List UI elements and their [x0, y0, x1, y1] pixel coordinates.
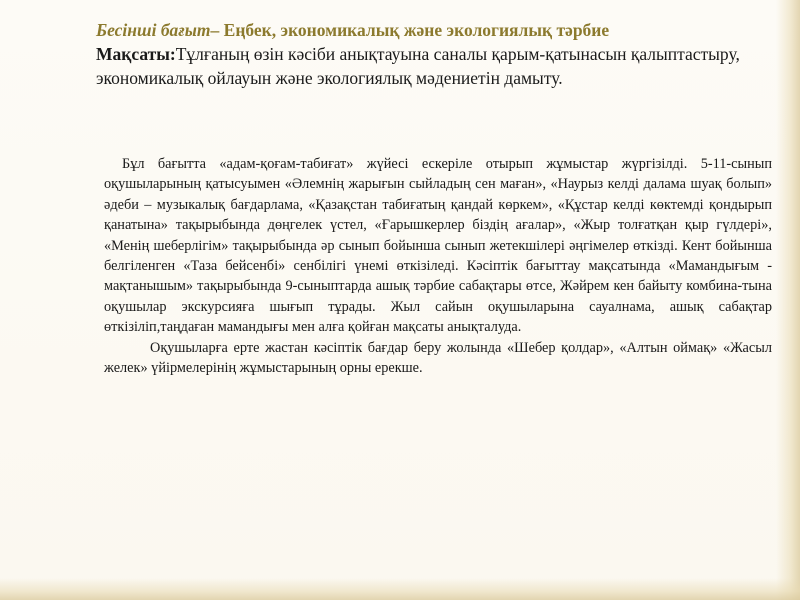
slide-frame-bottom: [0, 578, 800, 600]
goal-block: [96, 42, 776, 90]
direction-title: – Еңбек, экономикалық және экологиялық тәрбие: [210, 20, 610, 40]
goal-label: Мақсаты:: [96, 44, 176, 64]
body-paragraph-2: Оқушыларға ерте жастан кәсіптік бағдар беру жолында «Шебер қолдар», «Алтын оймақ» «Жасыл желек» үйірмелерінің жұмыстарының орны ерекше.: [104, 339, 772, 377]
section-title: [96, 18, 776, 42]
body-paragraph-1: Бұл бағытта «адам-қоғам-табиғат» жүйесі ескеріле отырып жұмыстар жүргізілді. 5-11-сынып оқушыларының қатысуымен «Әлемнің жарығын сыйладың сен маған», «Наурыз келді далама шуақ болып» әдеби – музыкалық бағдарлама, «Қазақстан табиғатың қандай көркем», «Құстар келді көктемді қондырып қанатына» тақырыбында дөңгелек үстел, «Ғарышкерлер біздің ағалар», «Жыр толғатқан қыр гүлдері», «Менің шеберлігім» тақырыбында әр сынып бойынша сынып жетекшілері әңгімелер өткізді. Кент бойынша белгіленген «Таза бейсенбі» сенбілігі үнемі өткізіледі. Кәсіптік бағыттау мақсатында «Мамандығым - мақтанышым» тақырыбында 9-сыныптарда ашық тәрбие сабақтары өтсе, Жәйрем кен байыту комбина-тына оқушылар экскурсияға шығып тұрады. Жыл сайын оқушыларына сауалнама, ашық сабақтар өткізіліп,таңдаған мамандығы мен алға қойған мақсаты анықталуда.: [104, 156, 772, 336]
goal-text: Тұлғаның өзін кәсіби анықтауына саналы қарым-қатынасын қалыптастыру, экономикалық ойлауын және экологиялық мәдениетін дамыту.: [96, 44, 740, 88]
slide-header: [96, 18, 776, 90]
direction-label: Бесінші бағыт: [96, 20, 211, 40]
slide-frame-right: [776, 0, 800, 600]
slide-body: [104, 154, 772, 378]
